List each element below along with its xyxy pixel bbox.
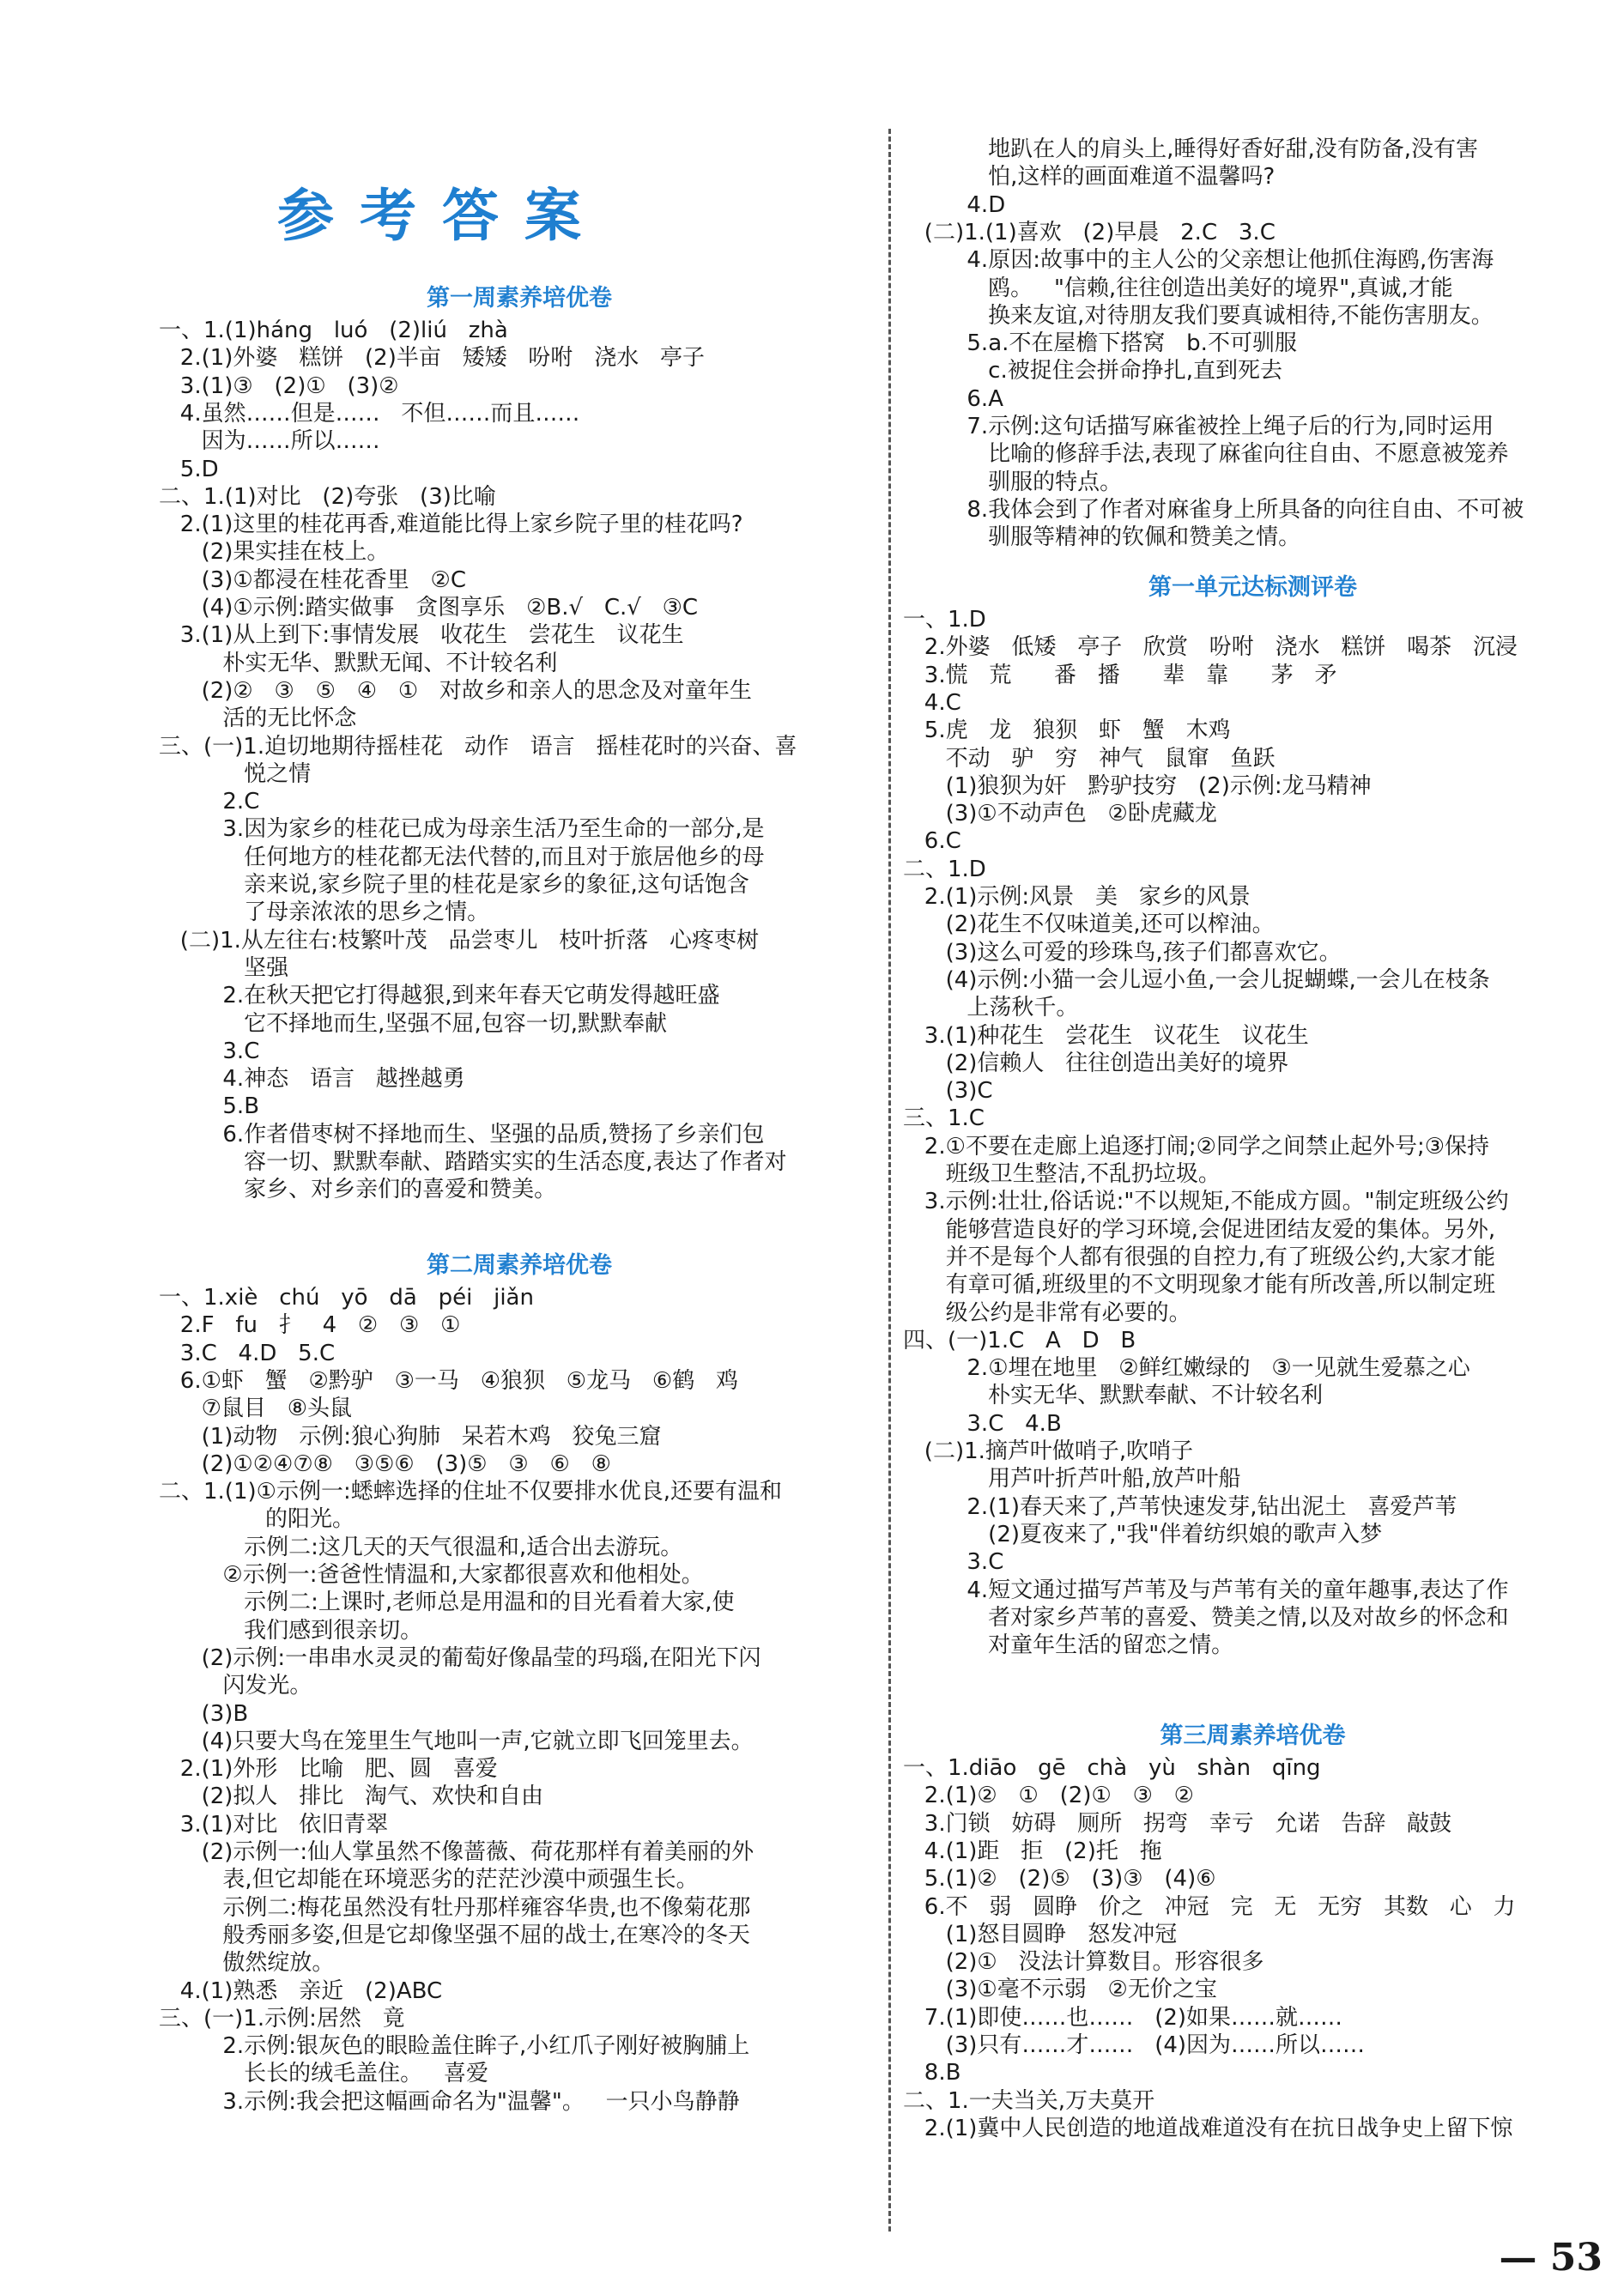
answer-line: 6.C: [903, 828, 961, 855]
answer-line: 6.①虾 蟹 ②黔驴 ③一马 ④狼狈 ⑤龙马 ⑥鹤 鸡: [159, 1367, 739, 1394]
answer-line: 三、1.C: [903, 1105, 985, 1132]
answer-line: 2.(1)示例:风景 美 家乡的风景: [903, 884, 1251, 910]
answer-line: (2)果实挂在枝上。: [159, 539, 390, 566]
answer-line: 2.①埋在地里 ②鲜红嫩绿的 ③一见就生爱慕之心: [903, 1355, 1470, 1382]
answer-line: 因为……所以……: [159, 428, 380, 455]
answer-line: c.被捉住会拼命挣扎,直到死去: [903, 358, 1283, 385]
answer-line: 三、(一)1.迫切地期待摇桂花 动作 语言 摇桂花时的兴奋、喜: [159, 733, 797, 760]
answer-line: 三、(一)1.示例:居然 竟: [159, 2005, 405, 2032]
answer-line: (2)花生不仅味道美,还可以榨油。: [903, 911, 1275, 938]
answer-line: 2.(1)这里的桂花再香,难道能比得上家乡院子里的桂花吗?: [159, 512, 743, 538]
section-heading: 第二周素养培优卷: [427, 1252, 612, 1279]
answer-line: 容一切、默默奉献、踏踏实实的生活态度,表达了作者对: [159, 1149, 787, 1175]
answer-line: 朴实无华、默默奉献、不计较名利: [903, 1383, 1324, 1409]
answer-line: 2.(1)春天来了,芦苇快速发芽,钻出泥土 喜爱芦苇: [903, 1493, 1457, 1520]
answer-line: (3)只有……才…… (4)因为……所以……: [903, 2032, 1366, 2058]
answer-line: 3.C 4.B: [903, 1410, 1062, 1437]
answer-line: ⑦鼠目 ⑧头鼠: [159, 1396, 352, 1422]
answer-line: 2.外婆 低矮 亭子 欣赏 吩咐 浇水 糕饼 喝茶 沉浸: [903, 634, 1518, 661]
answer-line: (3)这么可爱的珍珠鸟,孩子们都喜欢它。: [903, 939, 1342, 966]
answer-line: 驯服的特点。: [903, 469, 1123, 495]
answer-line: 家乡、对乡亲们的喜爱和赞美。: [159, 1177, 557, 1203]
answer-line: 8.我体会到了作者对麻雀身上所具备的向往自由、不可被: [903, 496, 1524, 523]
section-heading: 第一单元达标测评卷: [1148, 574, 1357, 601]
answer-line: (2)夏夜来了,"我"伴着纺织娘的歌声入梦: [903, 1521, 1383, 1547]
answer-line: 鸥。 "信赖,往往创造出美好的境界",真诚,才能: [903, 275, 1453, 301]
answer-line: (二)1.从左往右:枝繁叶茂 品尝枣儿 枝叶折落 心疼枣树: [159, 927, 760, 954]
answer-line: 二、1.D: [903, 856, 986, 882]
answer-line: (二)1.(1)喜欢 (2)早晨 2.C 3.C: [903, 219, 1276, 245]
answer-line: (二)1.摘芦叶做哨子,吹哨子: [903, 1438, 1194, 1464]
answer-line: 亲来说,家乡院子里的桂花是家乡的象征,这句话饱含: [159, 872, 749, 898]
answer-line: 傲然绽放。: [159, 1950, 335, 1977]
answer-line: 4.D: [903, 191, 1006, 218]
answer-line: 3.(1)③ (2)① (3)②: [159, 372, 399, 399]
answer-line: 怕,这样的画面难道不温馨吗?: [903, 164, 1276, 191]
answer-line: (2)拟人 排比 淘气、欢快和自由: [159, 1783, 544, 1810]
answer-line: 6.A: [903, 385, 1003, 412]
answer-line: 用芦叶折芦叶船,放芦叶船: [903, 1466, 1241, 1493]
answer-line: 示例二:上课时,老师总是用温和的目光看着大家,使: [159, 1590, 735, 1616]
answer-line: 3.因为家乡的桂花已成为母亲生活乃至生命的一部分,是: [159, 816, 765, 843]
section-heading: 第一周素养培优卷: [427, 285, 612, 312]
answer-line: 上荡秋千。: [903, 995, 1079, 1021]
answer-line: 2.C: [159, 789, 260, 815]
page-title: 参考答案: [277, 182, 607, 249]
answer-line: 二、1.(1)对比 (2)夸张 (3)比喻: [159, 483, 496, 510]
answer-line: 3.(1)对比 依旧青翠: [159, 1811, 389, 1838]
answer-line: 4.原因:故事中的主人公的父亲想让他抓住海鸥,伤害海: [903, 247, 1494, 274]
answer-line: 4.(1)熟悉 亲近 (2)ABC: [159, 1977, 443, 2004]
answer-line: (4)只要大鸟在笼里生气地叫一声,它就立即飞回笼里去。: [159, 1728, 754, 1754]
answer-line: 8.B: [903, 2060, 961, 2086]
answer-line: 2.(1)冀中人民创造的地道战难道没有在抗日战争史上留下惊: [903, 2115, 1513, 2141]
answer-line: (1)狼狈为奸 黔驴技穷 (2)示例:龙马精神: [903, 772, 1372, 799]
answer-line: (2)①②④⑦⑧ ③⑤⑥ (3)⑤ ③ ⑥ ⑧: [159, 1450, 611, 1477]
answer-line: 示例二:这几天的天气很温和,适合出去游玩。: [159, 1534, 683, 1560]
answer-line: (2)示例一:仙人掌虽然不像蔷薇、荷花那样有着美丽的外: [159, 1839, 754, 1865]
answer-line: 对童年生活的留恋之情。: [903, 1632, 1234, 1659]
column-divider: [888, 129, 891, 2232]
answer-line: 4.虽然……但是…… 不但……而且……: [159, 400, 580, 427]
answer-line: 4.C: [903, 689, 961, 716]
answer-line: 4.神态 语言 越挫越勇: [159, 1066, 465, 1093]
answer-line: 3.慌 荒 番 播 辈 靠 茅 矛: [903, 662, 1337, 688]
answer-line: 2.(1)② ① (2)① ③ ②: [903, 1783, 1194, 1809]
answer-line: 并不是每个人都有很强的自控力,有了班级公约,大家才能: [903, 1244, 1496, 1270]
answer-line: 5.a.不在屋檐下搭窝 b.不可驯服: [903, 330, 1297, 357]
answer-line: 6.不 弱 圆睁 价之 冲冠 完 无 无穷 其数 心 力: [903, 1893, 1516, 1920]
answer-line: 不动 驴 穷 神气 鼠窜 鱼跃: [903, 745, 1276, 772]
answer-line: 般秀丽多姿,但是它却像坚强不屈的战士,在寒冷的冬天: [159, 1922, 750, 1948]
answer-line: 朴实无华、默默无闻、不计较名利: [159, 650, 558, 676]
answer-line: 3.C: [159, 1038, 260, 1064]
answer-line: 2.示例:银灰色的眼睑盖住眸子,小红爪子刚好被胸脯上: [159, 2033, 750, 2060]
answer-line: 闪发光。: [159, 1673, 312, 1699]
answer-line: 2.①不要在走廊上追逐打闹;②同学之间禁止起外号;③保持: [903, 1133, 1490, 1160]
answer-line: 比喻的修辞手法,表现了麻雀向往自由、不愿意被笼养: [903, 441, 1509, 468]
answer-line: (2)示例:一串串水灵灵的葡萄好像晶莹的玛瑙,在阳光下闪: [159, 1644, 761, 1671]
answer-line: 5.B: [159, 1093, 260, 1120]
answer-line: 了母亲浓浓的思乡之情。: [159, 899, 490, 926]
answer-line: (3)①都浸在桂花香里 ②C: [159, 566, 466, 593]
answer-line: 我们感到很亲切。: [159, 1617, 423, 1644]
answer-line: 4.短文通过描写芦苇及与芦苇有关的童年趣事,表达了作: [903, 1577, 1509, 1603]
answer-line: 示例二:梅花虽然没有牡丹那样雍容华贵,也不像菊花那: [159, 1894, 751, 1921]
answer-line: 表,但它却能在环境恶劣的茫茫沙漠中顽强生长。: [159, 1867, 699, 1893]
answer-line: (2)② ③ ⑤ ④ ① 对故乡和亲人的思念及对童年生: [159, 677, 752, 704]
answer-line: (2)信赖人 往往创造出美好的境界: [903, 1050, 1289, 1076]
answer-line: (2)① 没法计算数目。形容很多: [903, 1949, 1264, 1976]
answer-line: (3)C: [903, 1078, 993, 1105]
page-number-value: 53: [1549, 2236, 1603, 2280]
answer-line: 5.虎 龙 狼狈 虾 蟹 木鸡: [903, 718, 1231, 744]
answer-line: 2.F fu 扌 4 ② ③ ①: [159, 1312, 461, 1339]
answer-line: (3)①毫不示弱 ②无价之宝: [903, 1977, 1217, 2003]
answer-line: 3.(1)种花生 尝花生 议花生 议花生: [903, 1022, 1309, 1049]
answer-line: 任何地方的桂花都无法代替的,而且对于旅居他乡的母: [159, 844, 765, 870]
answer-line: 4.(1)距 拒 (2)托 拖: [903, 1838, 1162, 1864]
section-heading: 第三周素养培优卷: [1160, 1723, 1346, 1749]
answer-line: 能够营造良好的学习环境,会促进团结友爱的集体。另外,: [903, 1216, 1496, 1243]
answer-line: (4)①示例:踏实做事 贪图享乐 ②B.√ C.√ ③C: [159, 595, 699, 621]
answer-line: 一、1.xiè chú yō dā péi jiǎn: [159, 1285, 534, 1311]
answer-line: 它不择地而生,坚强不屈,包容一切,默默奉献: [159, 1010, 667, 1037]
answer-line: 一、1.(1)háng luó (2)liú zhà: [159, 318, 508, 343]
answer-line: 地趴在人的肩头上,睡得好香好甜,没有防备,没有害: [903, 136, 1478, 162]
answer-line: 者对家乡芦苇的喜爱、赞美之情,以及对故乡的怀念和: [903, 1604, 1509, 1631]
answer-line: 班级卫生整洁,不乱扔垃圾。: [903, 1161, 1221, 1187]
answer-line: 3.(1)从上到下:事情发展 收花生 尝花生 议花生: [159, 622, 684, 649]
answer-line: ②示例一:爸爸性情温和,大家都很喜欢和他相处。: [159, 1562, 704, 1588]
answer-line: (1)动物 示例:狼心狗肺 呆若木鸡 狡兔三窟: [159, 1423, 662, 1450]
answer-line: 级公约是非常有必要的。: [903, 1299, 1191, 1326]
answer-line: 2.(1)外形 比喻 肥、圆 喜爱: [159, 1756, 498, 1783]
answer-line: 有章可循,班级里的不文明现象才能有所改善,所以制定班: [903, 1272, 1496, 1299]
answer-line: 长长的绒毛盖住。 喜爱: [159, 2061, 488, 2087]
answer-line: 悦之情: [159, 760, 312, 787]
answer-line: 5.D: [159, 456, 219, 482]
answer-line: 6.作者借枣树不择地而生、坚强的品质,赞扬了乡亲们包: [159, 1121, 765, 1148]
answer-line: 3.示例:壮壮,俗话说:"不以规矩,不能成方圆。"制定班级公约: [903, 1189, 1509, 1215]
answer-line: 一、1.D: [903, 607, 986, 633]
answer-line: 5.(1)② (2)⑤ (3)③ (4)⑥: [903, 1866, 1216, 1892]
answer-line: (3)①不动声色 ②卧虎藏龙: [903, 801, 1217, 827]
answer-line: 2.在秋天把它打得越狠,到来年春天它萌发得越旺盛: [159, 983, 720, 1009]
page-number: — 53: [1499, 2236, 1603, 2280]
answer-line: 四、(一)1.C A D B: [903, 1327, 1136, 1353]
answer-line: 一、1.diāo gē chà yù shàn qīng: [903, 1755, 1321, 1781]
answer-line: 的阳光。: [159, 1506, 354, 1533]
answer-line: (4)示例:小猫一会儿逗小鱼,一会儿捉蝴蝶,一会儿在枝条: [903, 966, 1490, 993]
answer-line: (3)B: [159, 1700, 249, 1727]
answer-line: 3.门锁 妨碍 厕所 拐弯 幸亏 允诺 告辞 敲鼓: [903, 1810, 1452, 1837]
answer-line: 二、1.(1)①示例一:蟋蟀选择的住址不仅要排水优良,还要有温和: [159, 1479, 782, 1505]
answer-line: 换来友谊,对待朋友我们要真诚相待,不能伤害朋友。: [903, 302, 1494, 329]
answer-line: 3.示例:我会把这幅画命名为"温馨"。 一只小鸟静静: [159, 2088, 740, 2115]
answer-line: 3.C: [903, 1549, 1004, 1576]
answer-line: 二、1.一夫当关,万夫莫开: [903, 2087, 1155, 2114]
answer-line: (1)怒目圆睁 怒发冲冠: [903, 1921, 1178, 1947]
answer-line: 3.C 4.D 5.C: [159, 1340, 336, 1366]
answer-line: 坚强: [159, 954, 289, 981]
answer-line: 2.(1)外婆 糕饼 (2)半亩 矮矮 吩咐 浇水 亭子: [159, 345, 706, 372]
answer-line: 驯服等精神的钦佩和赞美之情。: [903, 524, 1301, 551]
answer-line: 7.示例:这句话描写麻雀被拴上绳子后的行为,同时运用: [903, 414, 1494, 439]
answer-line: 活的无比怀念: [159, 705, 357, 732]
answer-line: 7.(1)即使……也…… (2)如果……就……: [903, 2004, 1343, 2031]
